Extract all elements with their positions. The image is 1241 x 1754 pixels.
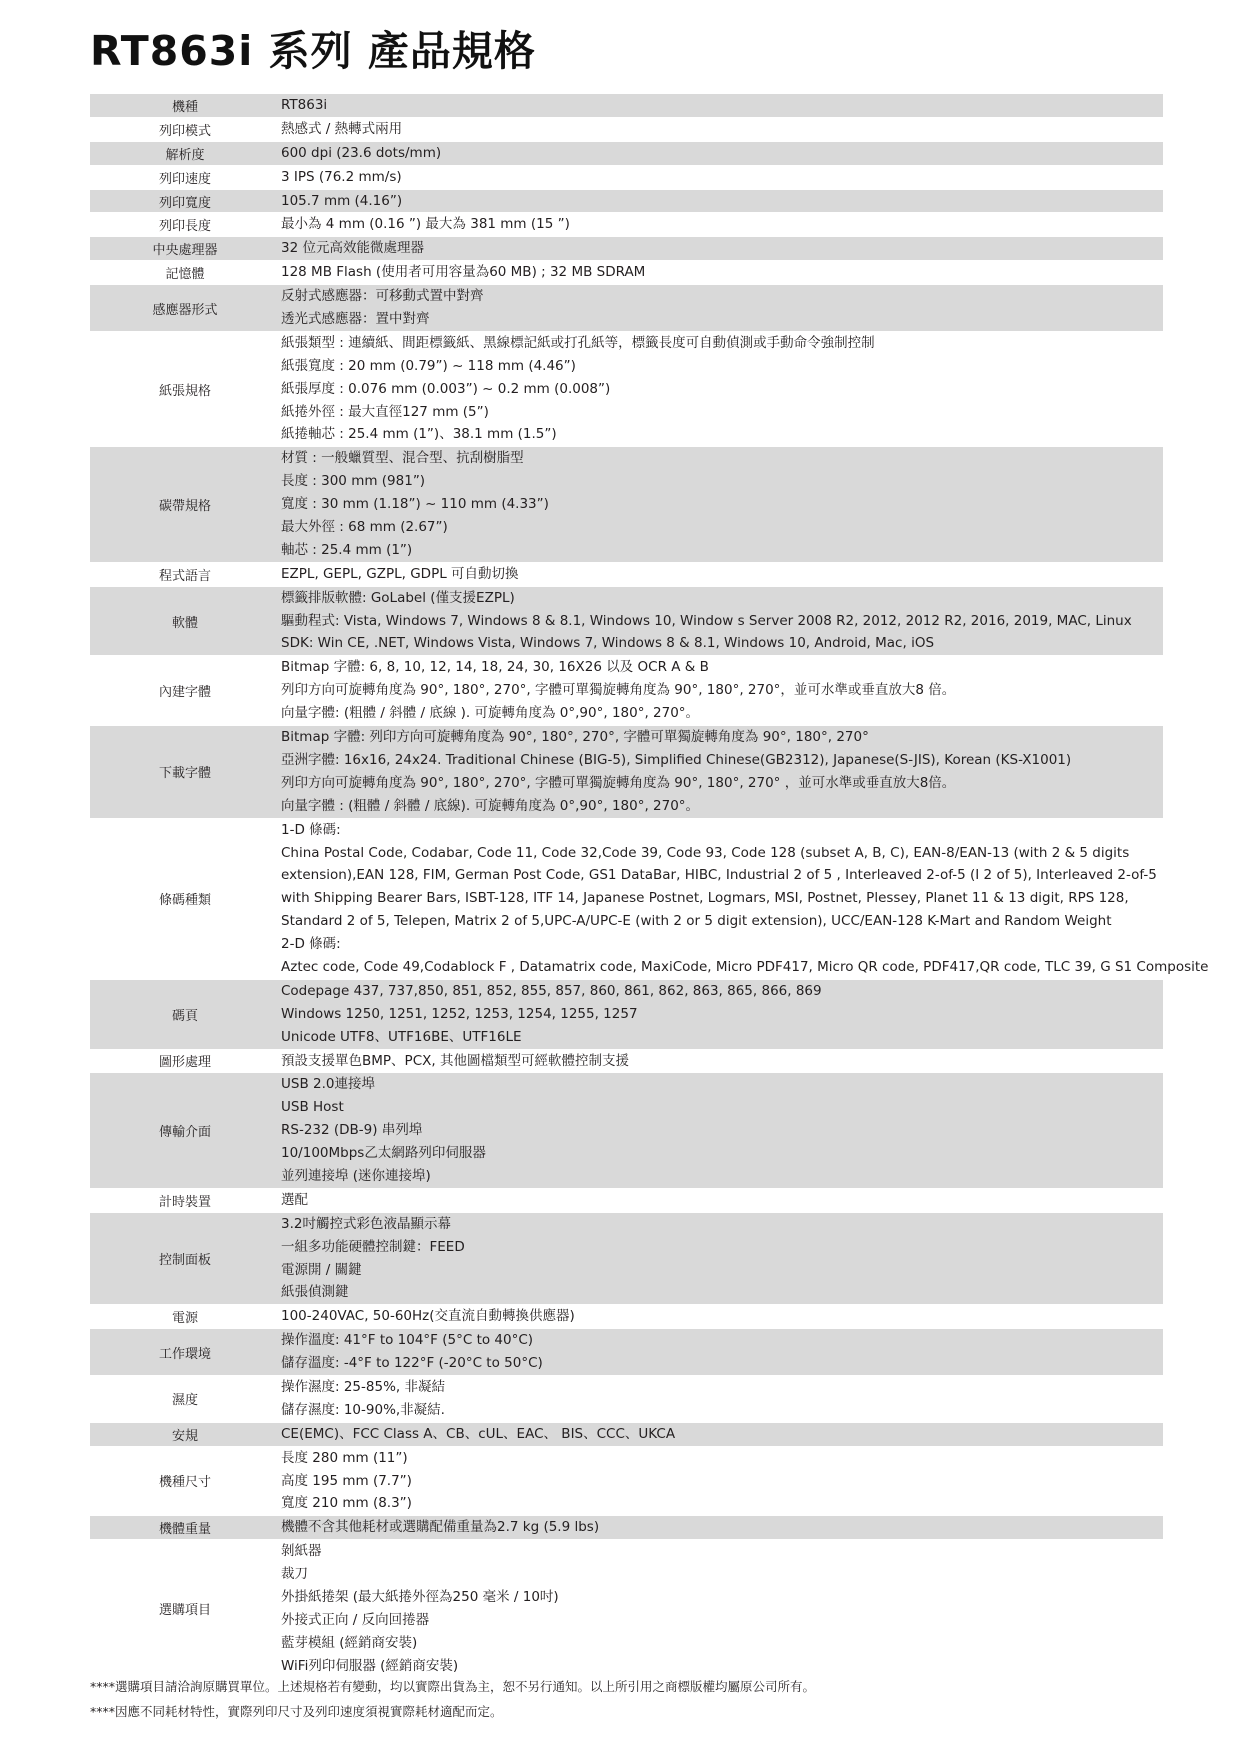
spec-value-line: 寬度 210 mm (8.3”) <box>281 1495 412 1512</box>
spec-values <box>280 285 1163 331</box>
spec-value-line: 軸芯 : 25.4 mm (1”) <box>281 541 413 558</box>
spec-label: 解析度 <box>165 147 205 163</box>
spec-label: 工作環境 <box>158 1346 211 1362</box>
spec-row <box>90 285 1163 332</box>
spec-value-line: 操作溫度: 41°F to 104°F (5°C to 40°C) <box>281 1332 534 1349</box>
spec-row <box>90 447 1163 562</box>
spec-values <box>280 980 1163 1049</box>
spec-label: 碳帶規格 <box>158 499 211 515</box>
spec-row <box>90 237 1163 261</box>
spec-values <box>280 142 1163 165</box>
page-title: RT863i 系列 產品規格 <box>90 27 536 75</box>
spec-label: 機體重量 <box>158 1522 211 1538</box>
spec-values <box>280 1213 1163 1305</box>
spec-value-line: 機體不含其他耗材或選購配備重量為2.7 kg (5.9 lbs) <box>281 1519 600 1536</box>
spec-value-line: 3.2吋觸控式彩色液晶顯示幕 <box>281 1215 451 1232</box>
spec-values <box>280 819 1208 979</box>
spec-label: 安規 <box>171 1428 198 1444</box>
spec-values <box>280 1073 1163 1187</box>
spec-values <box>280 1050 1163 1073</box>
spec-value-line: 2-D 條碼: <box>281 936 341 953</box>
spec-value-line: 一組多功能硬體控制鍵：FEED <box>281 1238 465 1255</box>
spec-label: 碼頁 <box>171 1008 198 1024</box>
spec-value-line: CE(EMC)、FCC Class A、CB、cUL、EAC、 BIS、CCC、UKCA <box>281 1425 676 1442</box>
footnote: ****選購項目請洽詢原購買單位。上述規格若有變動，均以實際出貨為主，恕不另行通知。以上所引用之商標版權均屬原公司所有。 <box>90 1679 816 1694</box>
spec-value-line: 向量字體: (粗體 / 斜體 / 底線 ). 可旋轉角度為 0°,90°, 180°, 270°。 <box>281 705 700 722</box>
spec-row <box>90 190 1163 214</box>
spec-label: 下載字體 <box>158 766 211 782</box>
spec-value-line: 最大外徑 : 68 mm (2.67”) <box>281 519 448 536</box>
spec-value-line: USB Host <box>281 1099 344 1116</box>
spec-value-line: 10/100Mbps乙太網路列印伺服器 <box>281 1145 486 1162</box>
spec-value-line: extension),EAN 128, FIM, German Post Code, GS1 DataBar, HIBC, Industrial 2 of 5 , Interleaved 2-of-5 (I 2 of 5), Interleaved 2-of-5 <box>281 867 1157 884</box>
spec-label: 軟體 <box>171 615 198 631</box>
spec-label: 列印速度 <box>158 171 211 187</box>
spec-label: 列印長度 <box>158 219 211 235</box>
spec-value-line: 並列連接埠 (迷你連接埠) <box>281 1167 431 1184</box>
spec-row <box>90 261 1163 285</box>
spec-value-line: 600 dpi (23.6 dots/mm) <box>281 144 442 161</box>
spec-values <box>280 726 1163 818</box>
spec-value-line: Bitmap 字體: 6, 8, 10, 12, 14, 18, 24, 30, 16X26 以及 OCR A & B <box>281 659 709 676</box>
spec-label: 感應器形式 <box>152 302 218 318</box>
spec-row <box>90 94 1163 118</box>
spec-values <box>280 1447 1163 1516</box>
spec-values <box>280 656 1163 725</box>
spec-row <box>90 587 1163 657</box>
spec-row <box>90 213 1163 237</box>
spec-values <box>280 190 1163 213</box>
spec-label: 機種尺寸 <box>158 1475 211 1491</box>
spec-value-line: 標籤排版軟體: GoLabel (僅支援EZPL) <box>281 589 515 606</box>
spec-value-line: 105.7 mm (4.16”) <box>281 192 403 209</box>
spec-value-line: 紙捲外徑 : 最大直徑127 mm (5”) <box>281 403 489 420</box>
spec-value-line: 預設支援單色BMP、PCX, 其他圖檔類型可經軟體控制支援 <box>281 1052 629 1069</box>
spec-values <box>280 447 1163 561</box>
spec-row <box>90 142 1163 166</box>
spec-value-line: 反射式感應器：可移動式置中對齊 <box>281 288 484 305</box>
spec-row <box>90 1305 1163 1329</box>
spec-values <box>280 166 1163 189</box>
spec-value-line: Unicode UTF8、UTF16BE、UTF16LE <box>281 1028 522 1045</box>
spec-value-line: RS-232 (DB-9) 串列埠 <box>281 1122 423 1139</box>
spec-row <box>90 726 1163 819</box>
spec-value-line: RT863i <box>281 97 328 113</box>
spec-value-line: 選配 <box>281 1191 308 1208</box>
spec-value-line: 外掛紙捲架 (最大紙捲外徑為250 毫米 / 10吋) <box>281 1589 559 1605</box>
spec-value-line: 32 位元高效能微處理器 <box>281 240 424 257</box>
spec-values <box>280 332 1163 446</box>
spec-row <box>90 1073 1163 1188</box>
spec-value-line: 亞洲字體: 16x16, 24x24. Traditional Chinese (BIG-5), Simplified Chinese(GB2312), Japanese(S-JIS), Korean (KS-X1001) <box>281 751 1072 768</box>
spec-value-line: 長度 : 300 mm (981”) <box>281 473 426 490</box>
spec-values <box>280 213 1163 236</box>
spec-value-line: USB 2.0連接埠 <box>281 1076 375 1093</box>
spec-values <box>280 587 1163 656</box>
spec-row <box>90 563 1163 587</box>
spec-row <box>90 980 1163 1050</box>
spec-values <box>280 94 1163 117</box>
spec-label: 選購項目 <box>158 1603 211 1619</box>
footnote: ****因應不同耗材特性，實際列印尺寸及列印速度須視實際耗材適配而定。 <box>90 1704 503 1719</box>
spec-label: 程式語言 <box>158 568 211 584</box>
spec-row <box>90 1516 1163 1540</box>
spec-value-line: 儲存濕度: 10-90%,非凝結. <box>281 1401 445 1418</box>
spec-value-line: 材質 : 一般蠟質型、混合型、抗刮樹脂型 <box>281 450 524 467</box>
spec-label: 列印模式 <box>158 123 211 139</box>
spec-value-line: with Shipping Bearer Bars, ISBT-128, ITF 14, Japanese Postnet, Logmars, MSI, Postnet, Plessey, Planet 11 & 13 digit, RPS 128, <box>281 890 1129 907</box>
spec-values <box>280 1305 1163 1328</box>
spec-label: 記憶體 <box>165 267 205 283</box>
spec-value-line: 寬度 : 30 mm (1.18”) ~ 110 mm (4.33”) <box>281 496 549 513</box>
spec-row <box>90 1213 1163 1306</box>
spec-values <box>280 118 1163 141</box>
spec-label: 濕度 <box>171 1393 198 1409</box>
spec-value-line: EZPL, GEPL, GZPL, GDPL 可自動切換 <box>281 565 519 582</box>
spec-row <box>90 1540 1163 1678</box>
spec-values <box>280 237 1163 260</box>
spec-value-line: 最小為 4 mm (0.16 ”) 最大為 381 mm (15 ”) <box>281 216 570 233</box>
spec-value-line: 3 IPS (76.2 mm/s) <box>281 168 402 185</box>
spec-label: 機種 <box>171 99 198 115</box>
spec-row <box>90 118 1163 142</box>
spec-value-line: 外接式正向 / 反向回捲器 <box>281 1611 430 1628</box>
spec-value-line: 紙張寬度 : 20 mm (0.79”) ~ 118 mm (4.46”) <box>281 357 576 374</box>
spec-row <box>90 1189 1163 1213</box>
spec-value-line: 紙張偵測鍵 <box>281 1284 349 1301</box>
spec-row <box>90 1376 1163 1423</box>
spec-value-line: 剝紙器 <box>281 1543 322 1560</box>
spec-row <box>90 1423 1163 1447</box>
footnotes <box>90 1674 815 1724</box>
spec-label: 電源 <box>171 1311 198 1327</box>
spec-label: 內建字體 <box>158 685 211 701</box>
spec-values <box>280 1516 1163 1539</box>
spec-value-line: 驅動程式: Vista, Windows 7, Windows 8 & 8.1, Windows 10, Window s Server 2008 R2, 2012, 2012 R2, 2016, 2019, MAC, Linux <box>281 612 1132 629</box>
spec-value-line: Aztec code, Code 49,Codablock F , Datamatrix code, MaxiCode, Micro PDF417, Micro QR code, PDF417,QR code, TLC 39, G S1 Composite <box>281 958 1209 975</box>
spec-value-line: WiFi列印伺服器 (經銷商安裝) <box>281 1657 459 1674</box>
spec-value-line: 128 MB Flash (使用者可用容量為60 MB) ; 32 MB SDRAM <box>281 264 646 281</box>
spec-value-line: SDK: Win CE, .NET, Windows Vista, Windows 7, Windows 8 & 8.1, Windows 10, Android, Mac, iOS <box>281 635 935 652</box>
spec-value-line: 透光式感應器：置中對齊 <box>281 311 430 328</box>
spec-label: 紙張規格 <box>158 383 211 399</box>
spec-value-line: 向量字體 : (粗體 / 斜體 / 底線). 可旋轉角度為 0°,90°, 180°, 270°。 <box>281 797 700 814</box>
spec-value-line: 藍芽模組 (經銷商安裝) <box>281 1634 418 1651</box>
spec-value-line: Bitmap 字體: 列印方向可旋轉角度為 90°, 180°, 270°, 字體可單獨旋轉角度為 90°, 180°, 270° <box>281 729 869 746</box>
spec-values <box>280 563 1163 586</box>
spec-values <box>280 1329 1163 1375</box>
spec-values <box>280 1540 1163 1677</box>
spec-label: 中央處理器 <box>152 243 218 259</box>
spec-values <box>280 1423 1163 1446</box>
spec-values <box>280 1189 1163 1212</box>
spec-value-line: 高度 195 mm (7.7”) <box>281 1472 412 1489</box>
spec-values <box>280 1376 1163 1422</box>
spec-label: 列印寬度 <box>158 195 211 211</box>
spec-value-line: 紙捲軸芯 : 25.4 mm (1”)、38.1 mm (1.5”) <box>281 426 557 443</box>
spec-value-line: 長度 280 mm (11”) <box>281 1449 408 1466</box>
spec-value-line: China Postal Code, Codabar, Code 11, Code 32,Code 39, Code 93, Code 128 (subset A, B, C), EAN-8/EAN-13 (with 2 & 5 digits <box>281 844 1130 861</box>
spec-label: 圖形處理 <box>158 1055 211 1071</box>
spec-label: 計時裝置 <box>158 1194 211 1210</box>
spec-value-line: 電源開 / 關鍵 <box>281 1261 362 1278</box>
spec-row <box>90 1447 1163 1517</box>
spec-value-line: 儲存溫度: -4°F to 122°F (-20°C to 50°C) <box>281 1355 543 1372</box>
spec-values <box>280 261 1163 284</box>
spec-row <box>90 1050 1163 1074</box>
spec-value-line: 100-240VAC, 50-60Hz(交直流自動轉換供應器) <box>281 1308 575 1325</box>
spec-label: 傳輸介面 <box>158 1125 211 1141</box>
spec-value-line: 操作濕度: 25-85%, 非凝結 <box>281 1378 445 1395</box>
spec-value-line: 1-D 條碼: <box>281 821 341 838</box>
spec-value-line: 列印方向可旋轉角度為 90°, 180°, 270°, 字體可單獨旋轉角度為 90°, 180°, 270°，並可水準或垂直放大8 倍。 <box>281 682 956 699</box>
spec-row <box>90 1329 1163 1376</box>
spec-value-line: 裁刀 <box>281 1566 308 1583</box>
spec-row <box>90 656 1163 726</box>
spec-value-line: 紙張類型 : 連續紙、間距標籤紙、黑線標記紙或打孔紙等，標籤長度可自動偵測或手動命令強制控制 <box>281 334 875 351</box>
spec-value-line: Windows 1250, 1251, 1252, 1253, 1254, 1255, 1257 <box>281 1005 638 1022</box>
spec-value-line: 紙張厚度 : 0.076 mm (0.003”) ~ 0.2 mm (0.008”) <box>281 380 611 397</box>
spec-label: 控制面板 <box>158 1253 211 1269</box>
spec-row <box>90 166 1163 190</box>
spec-row <box>90 819 1209 980</box>
spec-value-line: Codepage 437, 737,850, 851, 852, 855, 857, 860, 861, 862, 863, 865, 866, 869 <box>281 982 822 999</box>
spec-label: 條碼種類 <box>158 893 211 909</box>
spec-value-line: 列印方向可旋轉角度為 90°, 180°, 270°, 字體可單獨旋轉角度為 90°, 180°, 270° ，並可水準或垂直放大8倍。 <box>281 774 956 791</box>
spec-value-line: Standard 2 of 5, Telepen, Matrix 2 of 5,UPC-A/UPC-E (with 2 or 5 digit extension), UCC/EAN-128 K-Mart and Random Weight <box>281 913 1112 930</box>
spec-row <box>90 332 1163 447</box>
spec-table <box>90 94 1209 1679</box>
spec-value-line: 熱感式 / 熱轉式兩用 <box>281 120 403 137</box>
